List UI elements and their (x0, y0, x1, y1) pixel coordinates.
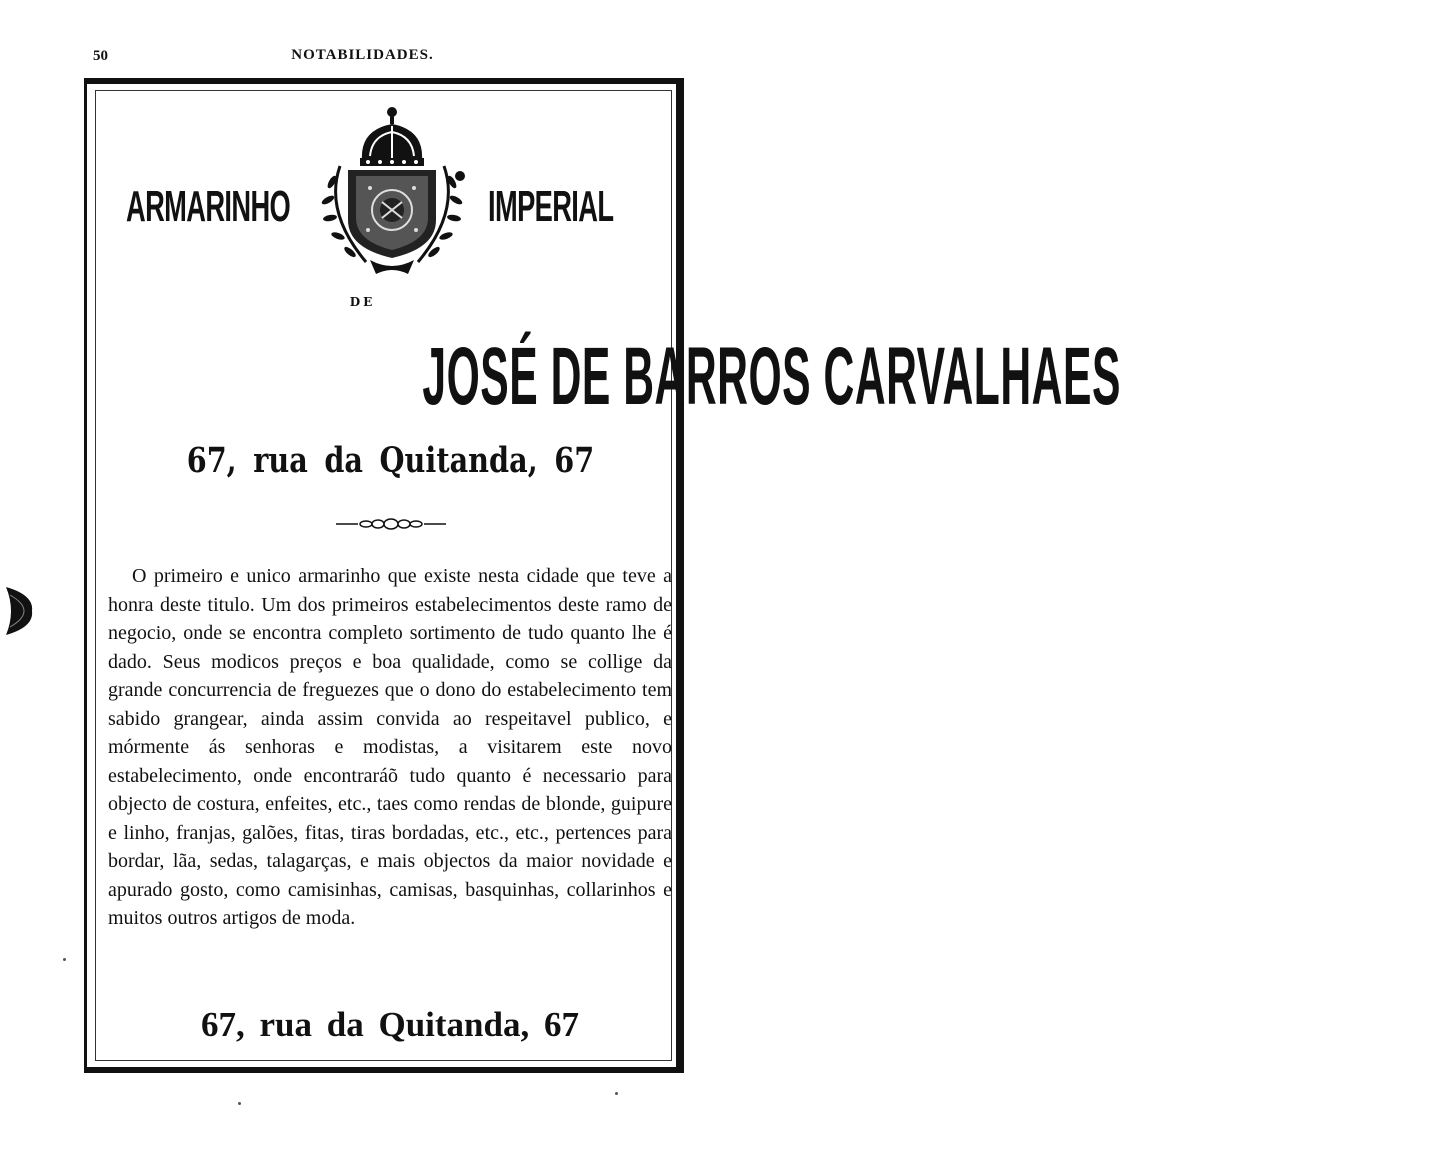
imperial-coat-of-arms-icon (310, 102, 475, 277)
address-bottom (0, 1005, 780, 1045)
heading-right: IMPERIAL (488, 182, 614, 231)
address-bottom-text: 67, rua da Quitanda, 67 (201, 1005, 579, 1044)
proprietor-name-text: JOSÉ DE BARROS CARVALHAES (422, 331, 1121, 422)
print-speck (238, 1102, 241, 1105)
running-head: NOTABILIDADES. (291, 47, 434, 63)
address-top (0, 440, 780, 481)
address-top-text: 67, rua da Quitanda, 67 (186, 440, 594, 481)
connector-word: DE (349, 295, 376, 309)
page-number: 50 (93, 48, 108, 64)
binding-mark (4, 585, 34, 637)
advertisement-body: O primeiro e unico armarinho que existe nesta cidade que teve a honra deste titulo. Um dos primeiros estabelecimentos deste ramo de negocio, onde se encontra completo sortimento de tudo quanto lhe é dado. Seus modicos preços e boa qualidade, como se collige da grande concurrencia de freguezes que o dono do estabelecimento tem sabido grangear, ainda assim convida ao respeitavel publico, e mórmente ás senhoras e modistas, a visitarem este novo estabelecimento, onde encontraráõ tudo quanto é necessario para objecto de costura, enfeites, etc., taes como rendas de blonde, guipure e linho, franjas, galões, fitas, tiras bordadas, etc., etc., pertences para bordar, lãa, sedas, talagarças, e mais objectos da maior novidade e apurado gosto, como camisinhas, camisas, basquinhas, collarinhos e muitos outros artigos de moda. (108, 565, 672, 929)
print-speck (615, 1092, 618, 1095)
print-speck (63, 958, 66, 961)
heading-left: ARMARINHO (126, 182, 291, 231)
ornamental-rule-icon (336, 518, 446, 530)
proprietor-name (100, 330, 1121, 424)
